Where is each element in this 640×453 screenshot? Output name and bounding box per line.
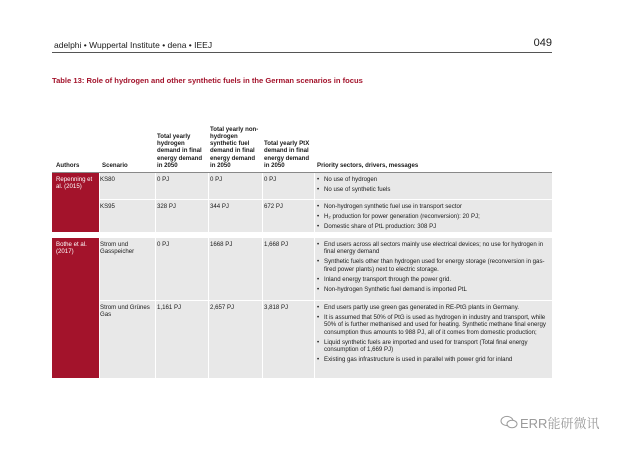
page-number: 049 [533,37,552,49]
table-caption: Table 13: Role of hydrogen and other synthetic fuels in the German scenarios in focus [52,76,363,85]
column-divider [208,173,209,378]
watermark: ERR能研微讯 [520,416,600,431]
wechat-icon [500,415,518,429]
scenario-cell: Strom und Grünes Gas [100,304,150,319]
ptx-cell: 3,818 PJ [264,304,289,311]
group-divider [52,233,552,234]
hydrogen-cell: 0 PJ [157,241,170,248]
column-divider [314,173,315,378]
priority-item: • Inland energy transport through the power grid. [316,276,550,283]
priority-item: • Synthetic fuels other than hydrogen used for energy storage (reconversion in gas-fired power plants) next to electric storage. [316,258,550,272]
col-ptx-demand: Total yearly PtX demand in final energy demand in 2050 [264,140,310,169]
table-row [100,173,552,199]
priority-cell [316,203,550,234]
priority-cell [316,176,550,196]
synthetic-cell: 2,657 PJ [210,304,235,311]
scenario-cell: KS80 [100,176,115,183]
priority-item: • No use of synthetic fuels [316,186,550,193]
scenario-cell: KS95 [100,203,115,210]
priority-item: • H₂ production for power generation (reconversion): 20 PJ; [316,213,550,220]
priority-cell [316,304,550,366]
page-header [52,38,552,52]
column-divider [155,173,156,378]
priority-cell [316,241,550,296]
table-row [100,238,552,300]
ptx-cell: 672 PJ [264,203,283,210]
hydrogen-cell: 0 PJ [157,176,170,183]
col-synthetic-demand: Total yearly non-hydrogen synthetic fuel demand in final energy demand in 2050 [210,125,259,169]
priority-item: • Non-hydrogen synthetic fuel use in transport sector [316,203,550,210]
hydrogen-cell: 328 PJ [157,203,176,210]
priority-item: • It is assumed that 50% of PtG is used as hydrogen in industry and transport, while 50% of is further methanised and used for heating. Synthetic methane final energy consumption thus amounts to 988 PJ, all of it comes from domestic production; [316,314,550,336]
author-cell: Repenning et al. (2015) [52,173,99,232]
col-scenario: Scenario [102,161,128,169]
hydrogen-cell: 1,161 PJ [157,304,182,311]
priority-item: • End users partly use green gas generated in RE-PtG plants in Germany. [316,304,550,311]
priority-item: • Non-hydrogen Synthetic fuel demand is imported PtL [316,286,550,293]
priority-item: • Existing gas infrastructure is used in parallel with power grid for inland [316,356,550,363]
priority-item: • End users across all sectors mainly use electrical devices; no use for hydrogen in final energy demand [316,241,550,255]
ptx-cell: 0 PJ [264,176,277,183]
col-authors: Authors [56,161,80,169]
header-publishers: adelphi • Wuppertal Institute • dena • IEEJ [54,40,213,50]
priority-item: • Liquid synthetic fuels are imported and used for transport (Total final energy consumption of 1,669 PJ) [316,339,550,353]
col-hydrogen-demand: Total yearly hydrogen demand in final energy demand in 2050 [157,132,203,169]
table-row [100,301,552,378]
synthetic-cell: 344 PJ [210,203,229,210]
table-header [52,96,552,172]
col-priority: Priority sectors, drivers, messages [317,161,419,169]
priority-item: • No use of hydrogen [316,176,550,183]
table-row [100,200,552,232]
scenario-cell: Strom und Gasspeicher [100,241,135,256]
ptx-cell: 1,668 PJ [264,241,289,248]
synthetic-cell: 0 PJ [210,176,223,183]
author-cell: Bothe et al. (2017) [52,238,99,378]
priority-item: • Domestic share of PtL production: 308 PJ [316,223,550,230]
header-divider [52,52,552,53]
column-divider [262,173,263,378]
synthetic-cell: 1668 PJ [210,241,233,248]
